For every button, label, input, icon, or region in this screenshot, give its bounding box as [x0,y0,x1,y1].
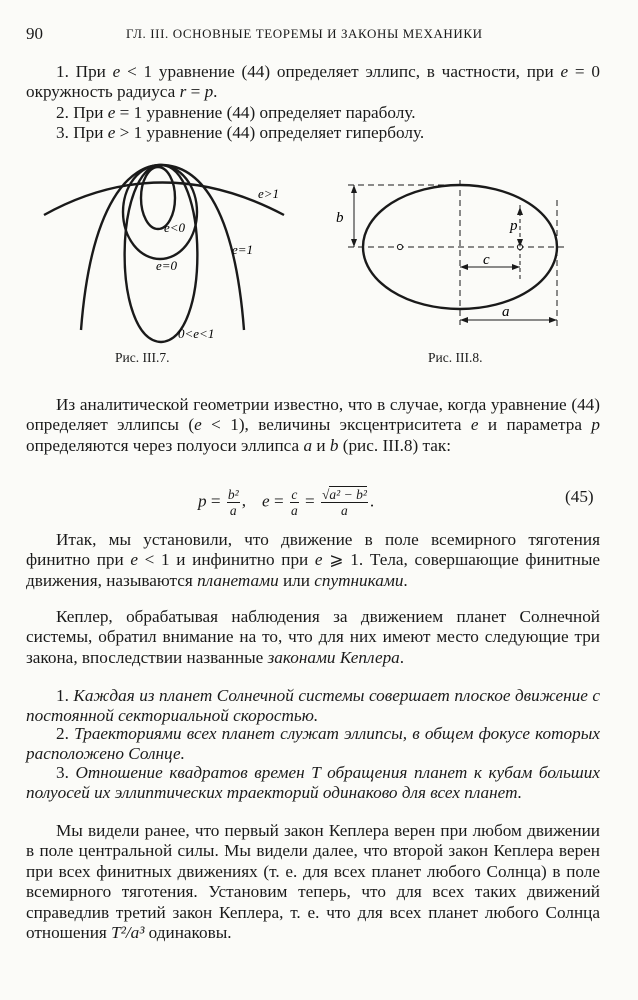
equation-number: (45) [565,487,594,506]
paragraph-analytic-geometry: Из аналитической геометрии известно, что в случае, когда уравнение (44) определяет эллипсы (e < 1), величины эксцентриситета e и параметра p определяются через полуоси эллипса a и b (рис. III.8) так: [26,395,600,455]
arrow-p-top [517,207,523,215]
kepler-law-3: 3. Отношение квадратов времен T обращения планет к кубам больших полуосей их эллиптических траекторий одинаково для всех планет. [26,763,600,803]
arrow-a-right [549,317,557,323]
figure-iii-8-caption: Рис. III.8. [428,350,483,365]
focus-left [397,244,402,249]
fraction-c-over-a: $\frac{c}{a}$ [290,487,298,518]
arrow-b-top [351,185,357,193]
arrow-b-bottom [351,239,357,247]
figure-iii-7 [36,160,306,345]
paragraph-kepler: Кеплер, обрабатывая наблюдения за движением планет Солнечной системы, обратил внимание на то, что для них имеют место следующие три закона, впоследствии названные законами Кеплера. [26,607,600,667]
fraction-root-over-a: $\frac{\text{√a² − b²}}{a}$ [321,487,367,518]
figure-iii-8 [330,170,580,342]
running-head: ГЛ. III. ОСНОВНЫЕ ТЕОРЕМЫ И ЗАКОНЫ МЕХАНИКИ [126,26,483,41]
label-0-lt-e-lt-1: 0<e<1 [178,326,215,341]
label-p: p [510,218,518,234]
page-header [26,24,612,44]
label-c: c [483,252,490,268]
label-b: b [336,210,344,226]
hyperbola-curve [44,183,284,216]
arrow-c-left [460,264,468,270]
label-e-lt-0: e<0 [164,220,186,235]
figure-iii-7-caption: Рис. III.7. [115,350,170,365]
label-e-eq-0: e=0 [156,258,178,273]
kepler-law-1: 1. Каждая из планет Солнечной системы совершает плоское движение с постоянной секториальной скоростью. [26,686,600,726]
arrow-c-right [512,264,520,270]
formula-45 [0,477,638,523]
kepler-law-2: 2. Траекториями всех планет служат эллипсы, в общем фокусе которых расположено Солнце. [26,724,600,764]
paragraph-third-law-intro: Мы видели ранее, что первый закон Кеплера верен при любом движении в поле центральной силы. Мы видели далее, что второй закон Кеплера верен при всех финитных движениях (т. е. для всех планет любого Солнца) в поле всемирного тяготения. Установим теперь, что для всех таких движений справедлив третий закон Кеплера, т. е. что для всех планет любого Солнца отношения T²/a³ одинаковы. [26,821,600,943]
formula-body: p = $\frac{\text{b²}}{a}$ , e = $\frac{c}{a}$ = $\frac{\text{√a² − b²}}{a}$ . [198,487,375,518]
label-e-eq-1: e=1 [232,242,254,257]
ellipse-curve-large [125,165,198,342]
ellipse-curve-medium [123,165,197,259]
case-ellipse: 1. При e < 1 уравнение (44) определяет эллипс, в частности, при e = 0 окружность радиуса r = p. [26,62,600,102]
paragraph-finite-motion: Итак, мы установили, что движение в поле всемирного тяготения финитно при e < 1 и инфинитно при e ⩾ 1. Тела, совершающие финитные движения, называются планетами или спутниками. [26,530,601,590]
label-a: a [502,304,510,320]
page-number: 90 [26,24,43,43]
fraction-b2-over-a: $\frac{\text{b²}}{a}$ [227,487,239,518]
case-hyperbola: 3. При e > 1 уравнение (44) определяет гиперболу. [56,123,425,142]
arrow-a-left [460,317,468,323]
label-e-gt-1: e>1 [258,186,280,201]
case-parabola: 2. При e = 1 уравнение (44) определяет параболу. [56,103,416,122]
